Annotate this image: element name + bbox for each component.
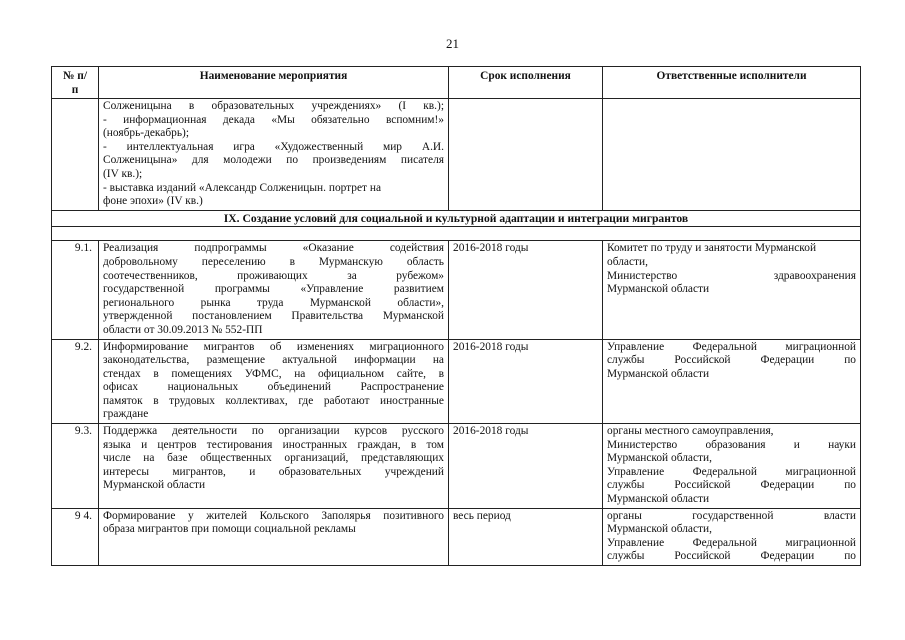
text-line: Управление Федеральной миграционной — [607, 536, 856, 549]
text-line: Комитет по труду и занятости Мурманской — [607, 242, 817, 255]
table-row — [52, 508, 861, 565]
table-row — [52, 241, 861, 339]
row-term: 2016-2018 годы — [449, 424, 603, 509]
text-line: службы Российской Федерации по — [607, 479, 856, 492]
table-header-row — [52, 67, 861, 99]
page-number: 21 — [446, 36, 459, 51]
continuation-num — [52, 99, 99, 211]
section-spacer-row — [52, 227, 861, 241]
text-line: органы государственной власти — [607, 509, 856, 522]
row-term: 2016-2018 годы — [449, 241, 603, 339]
text-line: Мурманской области — [103, 479, 206, 492]
text-line: Реализация подпрограммы «Оказание содействия — [103, 242, 444, 255]
text-line: Информирование мигрантов об изменениях миграционного — [103, 340, 444, 353]
text-line: памяток в трудовых коллективах, где работают иностранные — [103, 394, 444, 407]
text-line: - информационная декада «Мы обязательно вспомним!» — [103, 113, 444, 126]
text-line: Поддержка деятельности по организации курсов русского — [103, 425, 444, 438]
text-line: Министерство образования и науки — [607, 438, 856, 451]
text-line: фоне эпохи» (IV кв.) — [103, 195, 203, 208]
row-num: 9.1. — [52, 241, 99, 339]
text-line: области от 30.09.2013 № 552-ПП — [103, 323, 263, 336]
header-term: Срок исполнения — [449, 67, 603, 99]
text-line: Управление Федеральной миграционной — [607, 465, 856, 478]
row-name — [99, 508, 449, 565]
header-num: № п/п — [52, 67, 99, 99]
text-line: - выставка изданий «Александр Солженицын. портрет на — [103, 181, 382, 194]
text-line: Мурманской области — [607, 283, 710, 296]
text-line: добровольному переселению в Мурманскую область — [103, 255, 444, 268]
text-line: интересы мигрантов, и образовательных учреждений — [103, 465, 444, 478]
row-name — [99, 424, 449, 509]
text-line: офисах национальных объединений Распространение — [103, 381, 444, 394]
table-row — [52, 339, 861, 424]
row-num: 9 4. — [52, 508, 99, 565]
text-line: Министерство здравоохранения — [607, 269, 856, 282]
text-line: языка и центров тестирования иностранных граждан, в том — [103, 438, 444, 451]
text-line: службы Российской Федерации по — [607, 550, 856, 563]
row-responsible — [603, 424, 861, 509]
row-num: 9.2. — [52, 339, 99, 424]
row-responsible — [603, 339, 861, 424]
text-line: Мурманской области, — [607, 452, 712, 465]
text-line: (IV кв.); — [103, 167, 143, 180]
section-spacer — [52, 227, 861, 241]
text-line: стендах в помещениях УФМС, на официальном сайте, в — [103, 367, 444, 380]
header-name: Наименование мероприятия — [99, 67, 449, 99]
text-line: Солженицына в образовательных учреждениях» (I кв.); — [103, 100, 444, 112]
continuation-row — [52, 99, 861, 211]
text-line: регионального рынка труда Мурманской области», — [103, 296, 444, 309]
row-name — [99, 241, 449, 339]
text-line: службы Российской Федерации по — [607, 354, 856, 367]
row-num: 9.3. — [52, 424, 99, 509]
text-line: области, — [607, 255, 648, 268]
text-line: Управление Федеральной миграционной — [607, 340, 856, 353]
section-row — [52, 210, 861, 227]
row-name — [99, 339, 449, 424]
continuation-responsible — [603, 99, 861, 211]
text-line: Мурманской области — [607, 367, 710, 380]
header-responsible: Ответственные исполнители — [603, 67, 861, 99]
section-title: IX. Создание условий для социальной и культурной адаптации и интеграции мигрантов — [52, 210, 861, 227]
text-line: числе на базе общественных организаций, представляющих — [103, 452, 444, 465]
row-responsible — [603, 508, 861, 565]
text-line: Мурманской области — [607, 493, 710, 506]
text-line: Солженицына» для молодежи по произведениям писателя — [103, 154, 444, 167]
text-line: (ноябрь-декабрь); — [103, 127, 189, 140]
row-responsible — [603, 241, 861, 339]
text-line: государственной программы «Управление развитием — [103, 283, 444, 296]
text-line: Мурманской области, — [607, 523, 712, 536]
text-line: соотечественников, проживающих за рубежом» — [103, 269, 444, 282]
row-term: весь период — [449, 508, 603, 565]
text-line: - интеллектуальная игра «Художественный мир А.И. — [103, 140, 444, 153]
text-line: органы местного самоуправления, — [607, 425, 774, 438]
continuation-name — [99, 99, 449, 211]
text-line: утвержденной постановлением Правительства Мурманской — [103, 310, 444, 323]
table-row — [52, 424, 861, 509]
continuation-term — [449, 99, 603, 211]
text-line: Формирование у жителей Кольского Заполярья позитивного — [103, 509, 444, 522]
measures-table — [51, 66, 861, 566]
text-line: образа мигрантов при помощи социальной рекламы — [103, 523, 356, 536]
text-line: законодательства, размещение актуальной информации на — [103, 354, 444, 367]
text-line: граждане — [103, 408, 149, 421]
row-term: 2016-2018 годы — [449, 339, 603, 424]
